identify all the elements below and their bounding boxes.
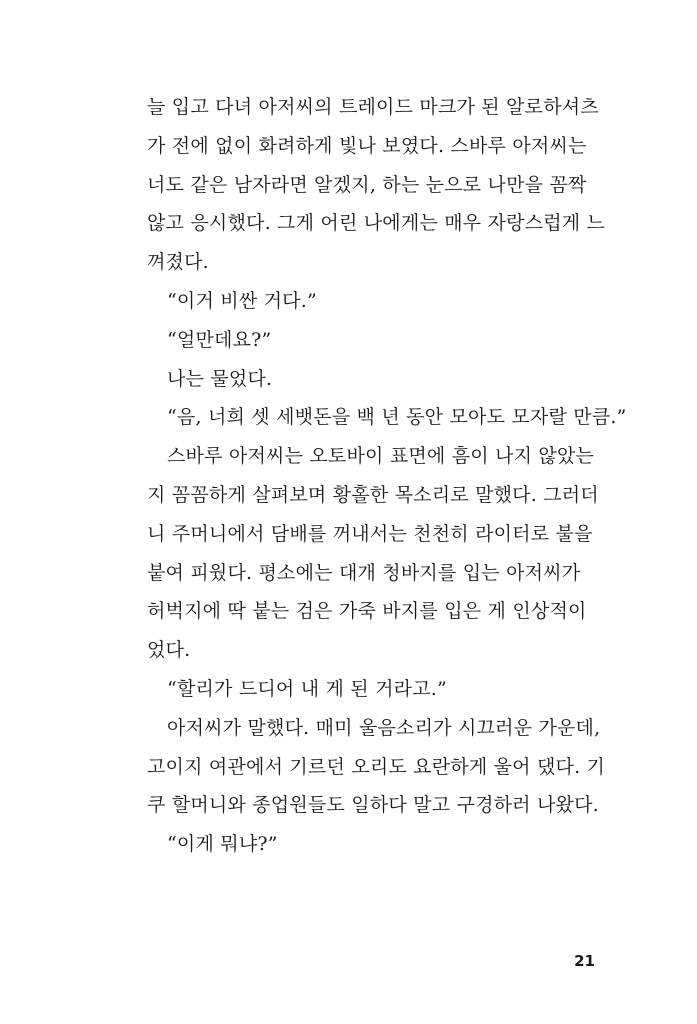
- text-line: 스바루 아저씨는 오토바이 표면에 흠이 나지 않았는: [167, 445, 595, 468]
- text-line: 나는 물었다.: [167, 367, 273, 390]
- text-line: 껴졌다.: [147, 251, 209, 274]
- page-number: 21: [574, 952, 595, 970]
- text-line: 쿠 할머니와 종업원들도 일하다 말고 구경하러 나왔다.: [147, 794, 599, 817]
- dialogue-line: “얼만데요?”: [167, 328, 272, 351]
- text-line: 니 주머니에서 담배를 꺼내서는 천천히 라이터로 불을: [147, 522, 593, 545]
- dialogue-line: “음, 너희 셋 세뱃돈을 백 년 동안 모아도 모자랄 만큼.”: [167, 406, 627, 429]
- text-line: 었다.: [147, 639, 191, 662]
- text-line: 늘 입고 다녀 아저씨의 트레이드 마크가 된 알로하셔츠: [147, 96, 599, 118]
- text-line: 너도 같은 남자라면 알겠지, 하는 눈으로 나만을 꼼짝: [147, 173, 587, 196]
- text-line: 허벅지에 딱 붙는 검은 가죽 바지를 입은 게 인상적이: [147, 600, 587, 623]
- dialogue-line: “이게 뭐냐?”: [167, 833, 278, 856]
- text-line: 않고 응시했다. 그게 어린 나에게는 매우 자랑스럽게 느: [147, 212, 606, 235]
- text-line: 지 꼼꼼하게 살펴보며 황홀한 목소리로 말했다. 그러더: [147, 483, 599, 506]
- dialogue-line: “할리가 드디어 내 게 된 거라고.”: [167, 677, 447, 700]
- text-line: 붙여 피웠다. 평소에는 대개 청바지를 입는 아저씨가: [147, 561, 581, 584]
- text-line: 아저씨가 말했다. 매미 울음소리가 시끄러운 가운데,: [167, 716, 601, 739]
- dialogue-line: “이거 비싼 거다.”: [167, 289, 317, 312]
- text-line: 가 전에 없이 화려하게 빛나 보였다. 스바루 아저씨는: [147, 134, 587, 157]
- text-line: 고이지 여관에서 기르던 오리도 요란하게 울어 댔다. 기: [147, 755, 606, 778]
- body-text: [147, 88, 627, 864]
